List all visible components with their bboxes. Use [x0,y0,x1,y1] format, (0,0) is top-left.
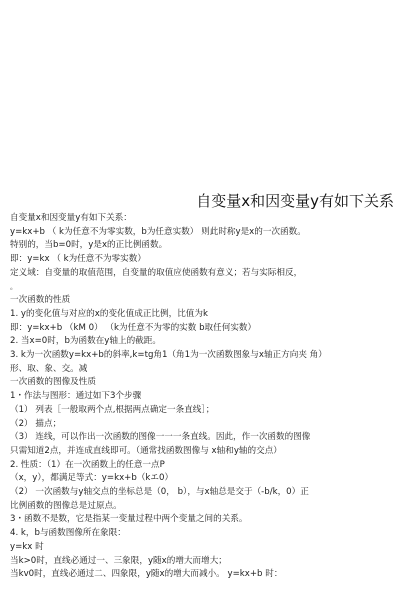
document-body [10,212,394,582]
text-line: 。 [10,282,17,291]
text-line: 1. y的变化值与对应的x的变化值成正比例，比值为k [10,308,208,319]
text-line: 3・函数不是数，它是指某一变量过程中两个变量之间的关系。 [10,514,248,525]
page-title: 自变量x和因变量y有如下关系 [196,192,394,210]
text-line: 1・作法与图形：通过如下3个步骤 [10,391,142,402]
text-line: 3. k为一次函数y=kx+b的斜率,k=tg角1（角1为一次函数图象与x轴正方向夹 角） [10,350,327,361]
text-line: 比例函数的图像总是过原点。 [10,500,122,511]
text-line: （1） 列表［一般取两个点,根据两点确定一条直线］； [10,404,215,415]
text-line: （x，y），都满足等式：y=kx+b（kエ0） [10,473,174,484]
text-line: 2. 当x=0时，b为函数在y轴上的截距。 [10,336,161,347]
text-line: 即：y=kx+b （kM 0） （k为任意不为零的实数 b取任何实数） [10,322,257,333]
text-line: （2） 描点； [10,418,62,429]
text-line: （2） 一次函数与y轴交点的坐标总是（0， b），与x轴总是交于（-b/k，0）正 [10,487,309,498]
text-line: y=kx 时 [10,541,44,552]
text-line: 特别的，当b=0时，y是x的正比例函数。 [10,240,168,251]
text-line: 当kv0时，直线必通过二、四象限，y随x的增大而减小。 y=kx+b 时： [10,569,283,580]
text-line: y=kx+b （ k为任意不为零实数，b为任意实数） 则此时称y是x的一次函数。 [10,226,306,237]
text-line: 2. 性质：（1）在一次函数上的任意一点P [10,459,165,470]
text-line: 只需知道2点，并连成直线即可。（通常找函数图像与 x轴和y轴的交点） [10,445,282,456]
section-heading: 一次函数的性质 [10,295,71,306]
text-line: 定义域：自变量的取值范围，自变量的取值应使函数有意义；若与实际相反， [10,267,303,278]
text-line: 当k>0时，直线必通过一、三象限，y随x的增大而增大； [10,555,227,566]
text-line: 自变量x和因变量y有如下关系： [10,213,132,223]
text-line: 即：y=kx （ k为任意不为零实数） [10,254,146,265]
text-line: 形、取、象、交。减 [10,363,88,374]
text-line: （3） 连线，可以作出一次函数的图像一一一条直线。因此，作一次函数的图像 [10,432,311,443]
text-line: 4. k，b与函数图像所在象限： [10,528,126,539]
section-heading: 一次函数的图像及性质 [10,377,96,388]
